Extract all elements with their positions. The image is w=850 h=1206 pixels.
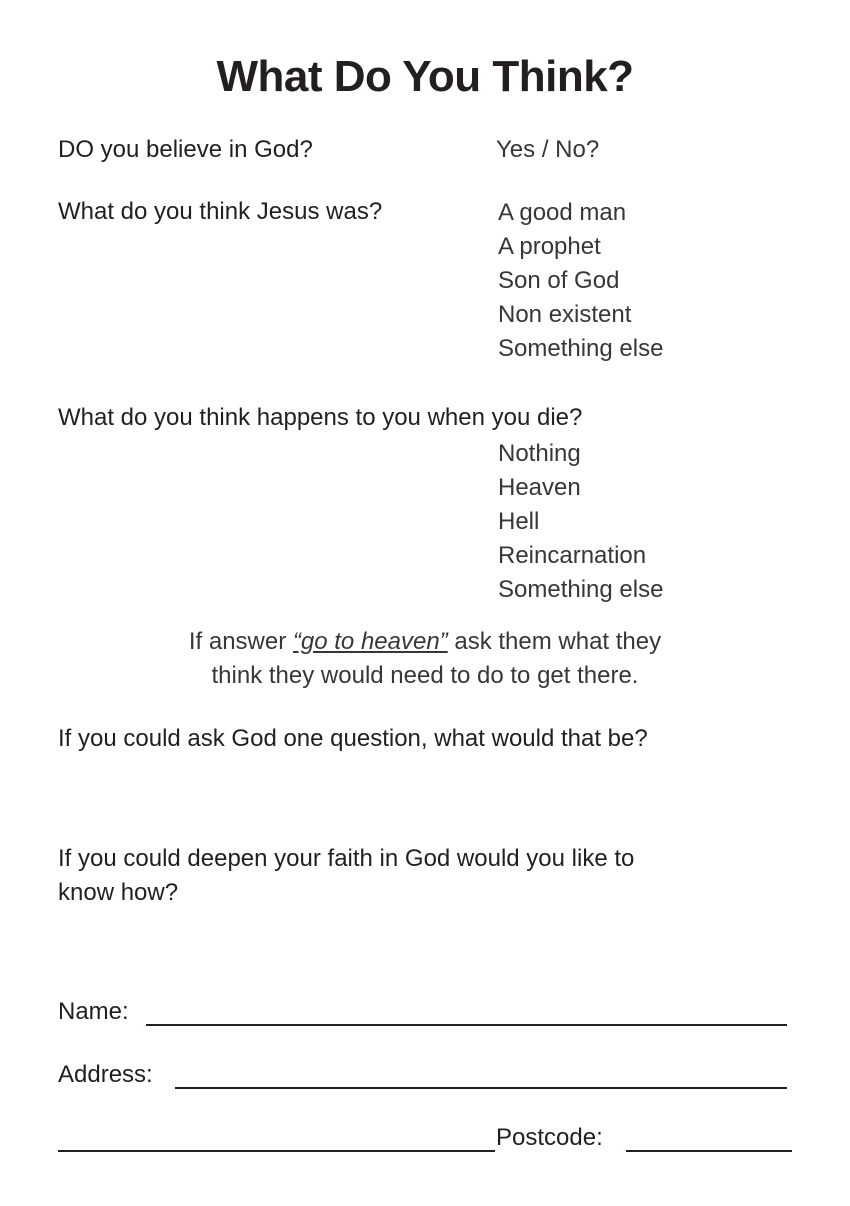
jesus-options-list	[498, 196, 663, 366]
title-part-2: You	[402, 52, 481, 101]
option-item: Hell	[498, 508, 540, 535]
option-item: Something else	[498, 335, 664, 362]
option-item: Something else	[498, 576, 664, 603]
question-ask-god: If you could ask God one question, what would that be?	[58, 725, 648, 752]
option-item: A good man	[498, 199, 627, 226]
question-believe-in-god: DO you believe in God?	[58, 136, 313, 163]
option-item: Reincarnation	[498, 542, 647, 569]
note-line-1	[0, 625, 850, 659]
address-line-2-field[interactable]	[58, 1150, 495, 1152]
name-field-line[interactable]	[146, 1024, 787, 1026]
address-field-line[interactable]	[175, 1087, 787, 1089]
note-prefix: If answer	[188, 628, 293, 655]
question-deepen-faith-line-1: If you could deepen your faith in God would you like to	[58, 845, 635, 872]
question-after-death: What do you think happens to you when you die?	[58, 404, 583, 431]
question-deepen-faith-line-2: know how?	[58, 879, 179, 906]
title-part-1: What Do	[216, 52, 403, 101]
page-title	[0, 52, 850, 102]
option-item: Non existent	[498, 301, 632, 328]
option-item: Son of God	[498, 267, 620, 294]
note-suffix: ask them what they	[447, 628, 662, 655]
option-item: Nothing	[498, 440, 581, 467]
option-item: Heaven	[498, 474, 581, 501]
postcode-field-line[interactable]	[626, 1150, 792, 1152]
title-part-3: Think?	[480, 52, 634, 101]
question-jesus: What do you think Jesus was?	[58, 198, 383, 225]
interviewer-note	[0, 625, 850, 693]
after-death-options-list	[498, 437, 663, 607]
answer-yes-no: Yes / No?	[496, 136, 600, 163]
note-line-2: think they would need to do to get there.	[211, 662, 639, 689]
note-emphasis: “go to heaven”	[292, 628, 448, 655]
postcode-label: Postcode:	[496, 1124, 603, 1151]
address-label: Address:	[58, 1061, 153, 1088]
option-item: A prophet	[498, 233, 601, 260]
name-label: Name:	[58, 998, 129, 1025]
